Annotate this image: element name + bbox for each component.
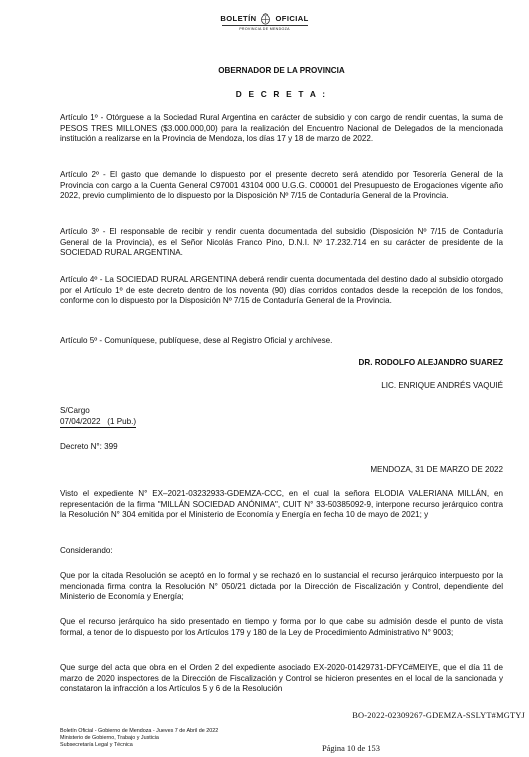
publication-name-right: OFICIAL	[275, 13, 309, 23]
footer-info	[60, 728, 218, 750]
signature-governor: DR. RODOLFO ALEJANDRO SUAREZ	[358, 358, 503, 367]
signature-minister: LIC. ENRIQUE ANDRÉS VAQUIÉ	[381, 381, 503, 390]
article-2: Artículo 2º - El gasto que demande lo dispuesto por el presente decreto será atendido por Tesorería General de la Provincia con cargo a la Cuenta General C97001 43104 000 U.G.G. C00001 del Presupuesto de Erogaciones vigente año 2022, previo cumplimiento de lo dispuesto por la Disposición Nº 7/15 de Contaduría General de la Provincia.	[60, 170, 503, 201]
bulletin-header	[0, 12, 529, 31]
cargo-label: S/Cargo	[60, 406, 90, 415]
consideration-3: Que surge del acta que obra en el Orden 2 del expediente asociado EX-2020-01429731-DFYC#MEIYE, que el día 11 de marzo de 2020 inspectores de la Dirección de Fiscalización y Control se hicieron presentes en el local de la sancionada y constataron la infracción a los Artículos 5 y 6 de la Resolución	[60, 663, 503, 694]
article-5: Artículo 5º - Comuníquese, publíquese, dese al Registro Oficial y archívese.	[60, 336, 333, 345]
footer-line-2: Ministerio de Gobierno, Trabajo y Justicia	[60, 735, 159, 742]
coat-of-arms-icon	[260, 12, 271, 24]
article-1: Artículo 1º - Otórguese a la Sociedad Rural Argentina en carácter de subsidio y con cargo de rendir cuentas, la suma de PESOS TRES MILLONES ($3.000.000,00) para la realización del Encuentro Nacional de Delegados de la mencionada institución a realizarse en la Provincia de Mendoza, los días 17 y 18 de marzo de 2022.	[60, 113, 503, 144]
consideration-2: Que el recurso jerárquico ha sido presentado en tiempo y forma por lo que cabe su admisión desde el punto de vista formal, a tenor de lo dispuesto por los Artículos 179 y 180 de la Ley de Procedimiento Administrativo N° 9003;	[60, 617, 503, 637]
decree-number: Decreto N°: 399	[60, 442, 118, 451]
article-3: Artículo 3º - El responsable de recibir y rendir cuenta documentada del subsidio (Disposición Nº 7/15 de Contaduría General de la Provincia), es el Señor Nicolás Franco Pino, D.N.I. Nº 17.232.714 en su carácter de presidente de la SOCIEDAD RURAL ARGENTINA.	[60, 227, 503, 258]
considerando-heading: Considerando:	[60, 546, 113, 555]
decreta-heading: D E C R E T A :	[235, 89, 328, 99]
publication-name-left: BOLETÍN	[220, 13, 257, 23]
header-divider	[222, 25, 308, 26]
publication-subtitle: PROVINCIA DE MENDOZA	[239, 27, 290, 31]
consideration-1: Que por la citada Resolución se aceptó en lo formal y se rechazó en lo sustancial el recurso jerárquico interpuesto por la mencionada firma contra la Resolución N° 050/21 dictada por la Dirección de Fiscalización y Control, dependiente del Ministerio de Economía y Energía;	[60, 571, 503, 602]
document-code: BO-2022-02309267-GDEMZA-SSLYT#MGTYJ	[352, 711, 525, 720]
cargo-block	[60, 406, 503, 428]
place-date: MENDOZA, 31 DE MARZO DE 2022	[370, 465, 503, 474]
footer-line-1: Boletín Oficial - Gobierno de Mendoza - Jueves 7 de Abril de 2022	[60, 728, 219, 734]
footer-line-3: Subsecretaría Legal y Técnica	[60, 742, 133, 749]
article-4: Artículo 4º - La SOCIEDAD RURAL ARGENTINA deberá rendir cuenta documentada del destino dado al subsidio otorgado por el Artículo 1º de este decreto dentro de los noventa (90) días corridos contados desde la recepción de los fondos, conforme con lo dispuesto por la Disposición Nº 7/15 de Contaduría General de la Provincia.	[60, 275, 503, 306]
document-title: OBERNADOR DE LA PROVINCIA	[218, 66, 345, 75]
cargo-date: 07/04/2022 (1 Pub.)	[60, 416, 137, 426]
visto-paragraph: Visto el expediente N° EX–2021-03232933-GDEMZA-CCC, en el cual la señora ELODIA VALERIANA MILLÁN, en representación de la firma "MILLÁN SOCIEDAD ANÓNIMA", CUIT N° 33-50385092-9, interpone recurso jerárquico contra la Resolución N° 304 emitida por el Ministerio de Economía y Energía en fecha 10 de mayo de 2021; y	[60, 489, 503, 520]
page-number: Página 10 de 153	[322, 744, 380, 753]
